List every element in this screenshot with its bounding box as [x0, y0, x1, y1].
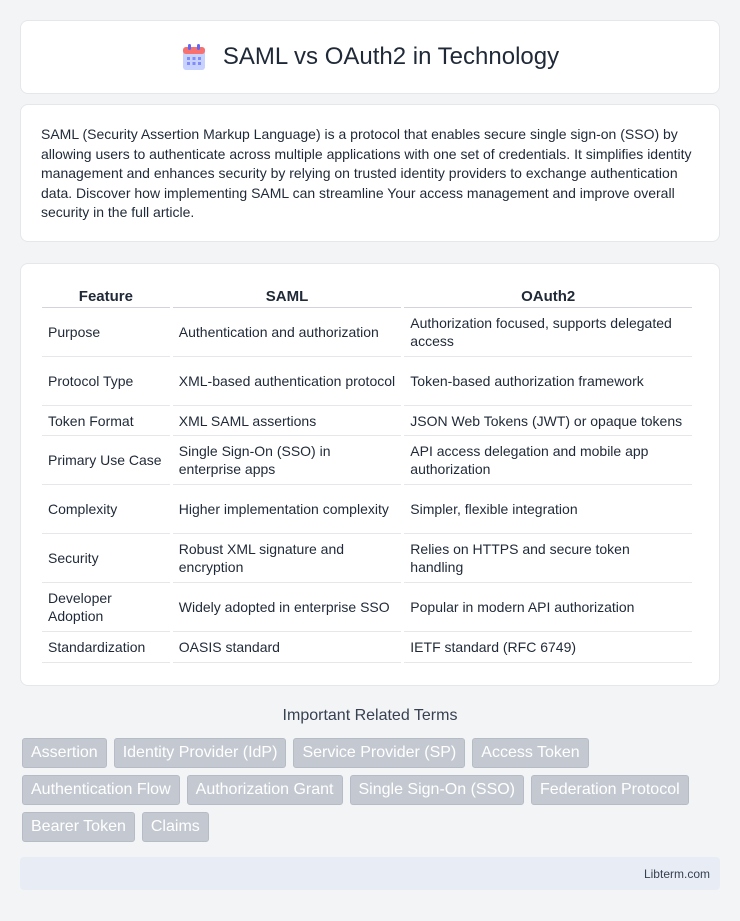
cell-feature: Primary Use Case: [42, 436, 170, 485]
table-row: [42, 632, 692, 663]
related-term-tag[interactable]: Assertion: [22, 738, 107, 768]
cell-saml: Robust XML signature and encryption: [173, 534, 402, 583]
related-term-tag[interactable]: Identity Provider (IdP): [114, 738, 287, 768]
cell-feature: Protocol Type: [42, 357, 170, 406]
cell-saml: Single Sign-On (SSO) in enterprise apps: [173, 436, 402, 485]
related-term-tag[interactable]: Service Provider (SP): [293, 738, 465, 768]
cell-oauth2: Authorization focused, supports delegated access: [404, 308, 692, 357]
cell-saml: Authentication and authorization: [173, 308, 402, 357]
intro-card: [20, 104, 720, 242]
related-term-tag[interactable]: Claims: [142, 812, 209, 842]
comparison-table: [39, 284, 695, 663]
cell-oauth2: Popular in modern API authorization: [404, 583, 692, 632]
footer-link[interactable]: Libterm.com: [643, 866, 710, 881]
page-title: SAML vs OAuth2 in Technology: [222, 43, 560, 70]
cell-feature: Security: [42, 534, 170, 583]
related-term-tag[interactable]: Federation Protocol: [531, 775, 689, 805]
table-row: [42, 485, 692, 534]
related-term-tag[interactable]: Authentication Flow: [22, 775, 180, 805]
cell-oauth2: IETF standard (RFC 6749): [404, 632, 692, 663]
cell-feature: Developer Adoption: [42, 583, 170, 632]
table-row: [42, 357, 692, 406]
cell-feature: Complexity: [42, 485, 170, 534]
cell-saml: XML-based authentication protocol: [173, 357, 402, 406]
related-term-tag[interactable]: Access Token: [472, 738, 588, 768]
cell-feature: Purpose: [42, 308, 170, 357]
calendar-document-icon: [181, 43, 207, 71]
cell-saml: XML SAML assertions: [173, 406, 402, 436]
footer: [20, 857, 720, 890]
comparison-card: [20, 263, 720, 686]
cell-saml: Widely adopted in enterprise SSO: [173, 583, 402, 632]
cell-feature: Token Format: [42, 406, 170, 436]
cell-oauth2: Token-based authorization framework: [404, 357, 692, 406]
related-term-tag[interactable]: Authorization Grant: [187, 775, 343, 805]
header-feature: Feature: [42, 284, 170, 308]
table-row: [42, 406, 692, 436]
intro-text: SAML (Security Assertion Markup Language) is a protocol that enables secure single sign-on (SSO) by allowing users to authenticate across multiple applications with one set of credentials. It simplifies identity management and enhances security by relying on trusted identity providers to exchange authentication data. Discover how implementing SAML can streamline Your access management and improve overall security in the full article.: [41, 126, 692, 220]
table-row: [42, 436, 692, 485]
table-row: [42, 583, 692, 632]
cell-saml: OASIS standard: [173, 632, 402, 663]
cell-oauth2: JSON Web Tokens (JWT) or opaque tokens: [404, 406, 692, 436]
header-saml: SAML: [173, 284, 402, 308]
cell-saml: Higher implementation complexity: [173, 485, 402, 534]
cell-oauth2: Simpler, flexible integration: [404, 485, 692, 534]
related-term-tag[interactable]: Single Sign-On (SSO): [350, 775, 525, 805]
related-terms-list: [22, 738, 722, 842]
related-terms-title: Important Related Terms: [282, 707, 458, 724]
table-row: [42, 308, 692, 357]
table-row: [42, 534, 692, 583]
cell-oauth2: Relies on HTTPS and secure token handling: [404, 534, 692, 583]
cell-oauth2: API access delegation and mobile app authorization: [404, 436, 692, 485]
related-term-tag[interactable]: Bearer Token: [22, 812, 135, 842]
cell-feature: Standardization: [42, 632, 170, 663]
header-oauth2: OAuth2: [404, 284, 692, 308]
title-card: [20, 20, 720, 94]
table-header-row: [42, 284, 692, 308]
